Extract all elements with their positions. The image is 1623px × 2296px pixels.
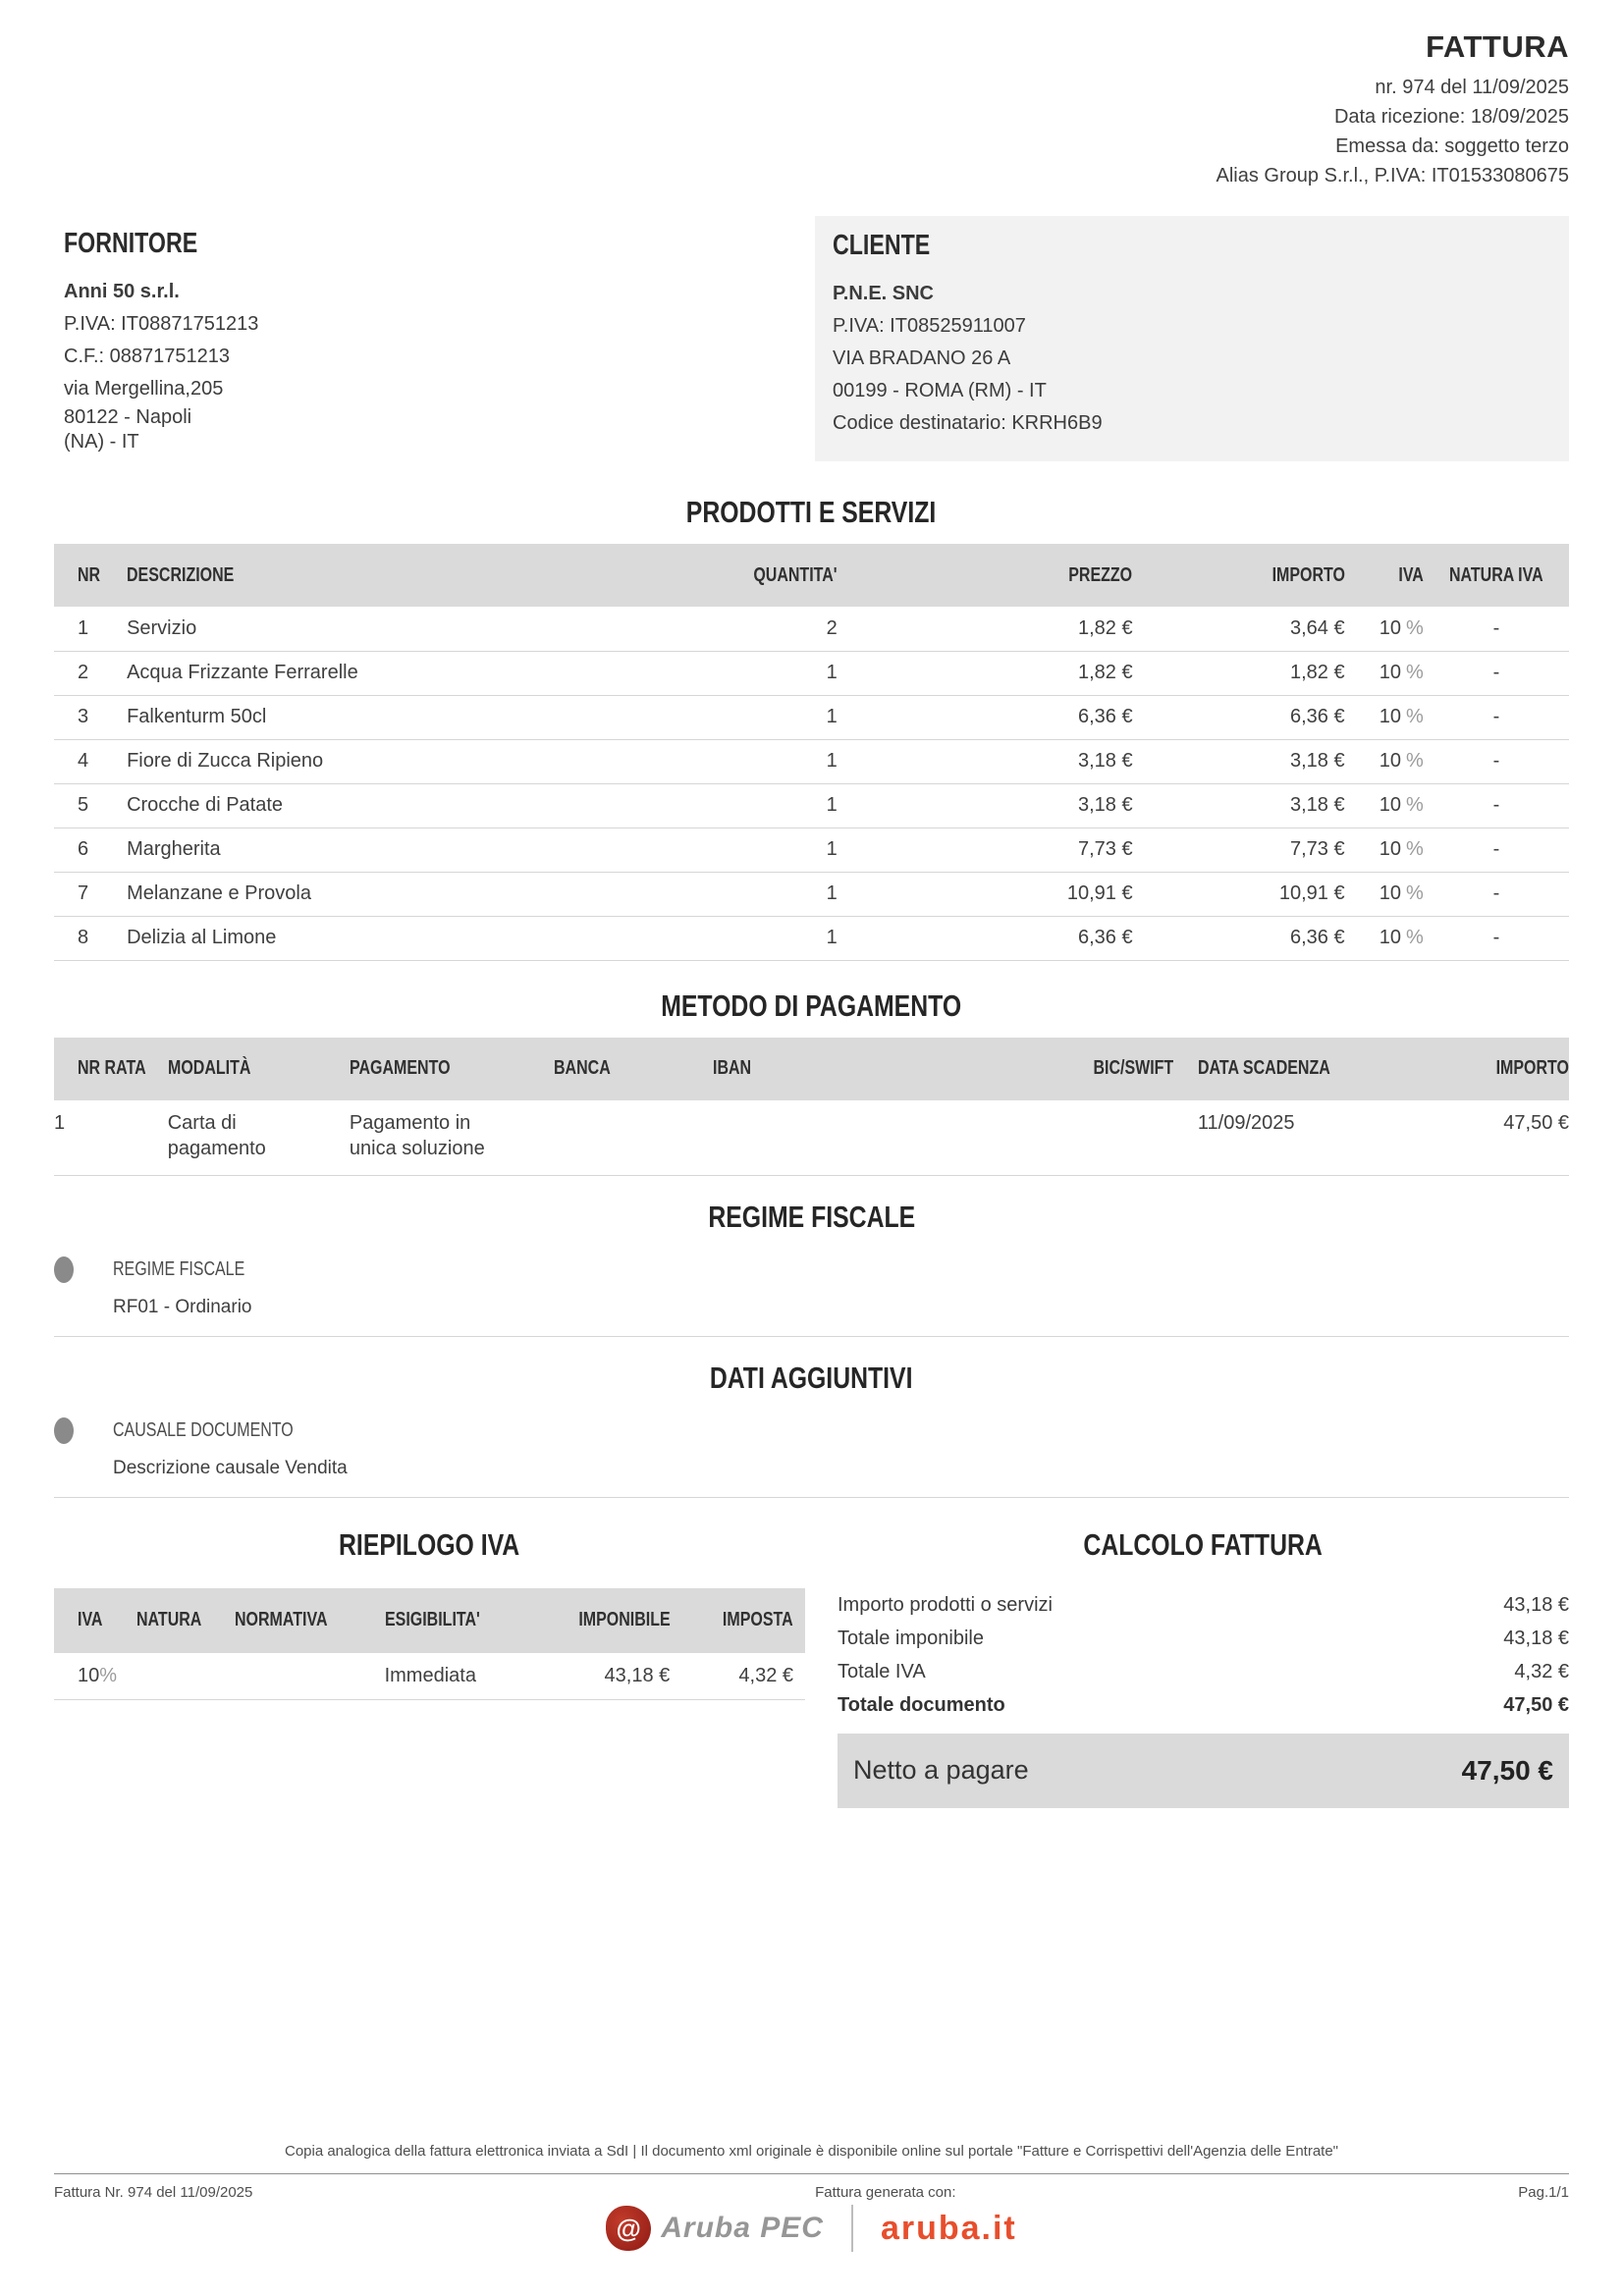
product-descrizione: Crocche di Patate <box>127 794 284 816</box>
riepilogo-iva-title: RIEPILOGO IVA <box>339 1526 520 1562</box>
product-natura: - <box>1492 750 1500 772</box>
regime-fiscale-title: REGIME FISCALE <box>708 1199 915 1234</box>
iva-natura <box>136 1653 234 1700</box>
causale-documento-item <box>54 1417 1569 1444</box>
fornitore-address: via Mergellina,205 <box>64 378 224 400</box>
product-importo: 6,36 € <box>1290 927 1345 948</box>
product-natura: - <box>1492 882 1500 904</box>
cliente-heading: CLIENTE <box>833 230 931 261</box>
product-iva: 10 % <box>1379 927 1424 948</box>
netto-a-pagare-box <box>838 1734 1569 1808</box>
product-quantita: 1 <box>826 794 838 816</box>
regime-fiscale-item <box>54 1256 1569 1283</box>
col-esigibilita: ESIGIBILITA' <box>385 1588 527 1653</box>
product-natura: - <box>1492 662 1500 683</box>
logo-divider <box>851 2205 853 2252</box>
product-descrizione: Falkenturm 50cl <box>127 706 267 727</box>
calc-label: Totale imponibile <box>838 1627 984 1649</box>
document-meta <box>54 73 1569 190</box>
product-descrizione: Acqua Frizzante Ferrarelle <box>127 662 358 683</box>
product-prezzo: 3,18 € <box>1077 794 1133 816</box>
fornitore-country: (NA) - IT <box>64 431 139 453</box>
iva-esigibilita: Immediata <box>384 1664 476 1686</box>
product-nr: 8 <box>78 927 89 948</box>
iva-imponibile: 43,18 € <box>604 1664 671 1686</box>
fornitore-section <box>54 216 815 461</box>
fornitore-piva: P.IVA: IT08871751213 <box>64 313 259 335</box>
cliente-codice-destinatario: Codice destinatario: KRRH6B9 <box>833 412 1103 434</box>
product-row <box>54 651 1569 695</box>
product-quantita: 1 <box>826 706 838 727</box>
aruba-it-logo-text: aruba.it <box>880 2209 1017 2247</box>
product-importo: 3,18 € <box>1290 794 1345 816</box>
calc-row-totale-imponibile <box>838 1622 1569 1655</box>
product-natura: - <box>1492 838 1500 860</box>
product-importo: 3,64 € <box>1290 616 1345 639</box>
percent-sign: % <box>1406 838 1424 860</box>
product-prezzo: 6,36 € <box>1077 927 1133 948</box>
cliente-section <box>815 216 1569 461</box>
col-iva-rate: IVA <box>54 1588 136 1653</box>
col-nr: NR <box>54 544 127 607</box>
regime-fiscale-value: RF01 - Ordinario <box>113 1296 252 1317</box>
page-footer <box>54 2143 1569 2252</box>
iva-rate: 10% <box>78 1664 118 1686</box>
payment-banca <box>554 1100 713 1176</box>
percent-sign: % <box>1406 794 1424 816</box>
col-imponibile: IMPONIBILE <box>527 1588 670 1653</box>
payment-importo: 47,50 € <box>1503 1111 1569 1134</box>
calcolo-fattura-section <box>838 1527 1569 1808</box>
product-row <box>54 828 1569 872</box>
product-row <box>54 872 1569 916</box>
product-iva: 10 % <box>1379 838 1424 860</box>
col-iva: IVA <box>1345 544 1424 607</box>
col-quantita: QUANTITA' <box>709 544 838 607</box>
product-natura: - <box>1492 706 1500 727</box>
section-divider <box>54 1336 1569 1337</box>
col-natura-iva: NATURA IVA <box>1424 544 1569 607</box>
causale-documento-value: Descrizione causale Vendita <box>113 1457 348 1478</box>
col-data-scadenza: DATA SCADENZA <box>1198 1038 1418 1100</box>
product-nr: 6 <box>78 838 89 860</box>
col-banca: BANCA <box>554 1038 713 1100</box>
calc-label: Totale IVA <box>838 1660 926 1682</box>
riepilogo-iva-row <box>54 1653 805 1700</box>
product-iva: 10 % <box>1379 882 1424 904</box>
netto-label: Netto a pagare <box>853 1755 1029 1785</box>
payment-iban <box>713 1100 1046 1176</box>
calc-value: 43,18 € <box>1503 1627 1569 1649</box>
percent-sign: % <box>99 1664 118 1686</box>
product-natura: - <box>1492 616 1500 639</box>
percent-sign: % <box>1406 616 1424 639</box>
col-importo-pagamento: IMPORTO <box>1418 1038 1569 1100</box>
product-iva: 10 % <box>1379 662 1424 683</box>
payment-table-header <box>54 1038 1569 1100</box>
col-nr-rata: NR RATA <box>54 1038 168 1100</box>
riepilogo-iva-header <box>54 1588 805 1653</box>
reception-date-line: Data ricezione: 18/09/2025 <box>1333 106 1569 128</box>
col-descrizione: DESCRIZIONE <box>127 544 709 607</box>
section-divider <box>54 1497 1569 1498</box>
product-iva: 10 % <box>1379 616 1424 639</box>
payment-pagamento: Pagamento in unica soluzione <box>349 1111 485 1159</box>
dati-aggiuntivi-title: DATI AGGIUNTIVI <box>710 1360 913 1395</box>
footer-generated-with: Fattura generata con: <box>815 2184 956 2201</box>
product-row <box>54 695 1569 739</box>
product-nr: 2 <box>78 662 89 683</box>
col-bic-swift: BIC/SWIFT <box>1047 1038 1198 1100</box>
footer-disclaimer: Copia analogica della fattura elettronica inviata a SdI | Il documento xml originale è disponibile online sul portale "Fatture e Corrispettivi dell'Agenzia delle Entrate" <box>284 2143 1338 2160</box>
invoice-number-line: nr. 974 del 11/09/2025 <box>1375 77 1569 98</box>
footer-logos <box>54 2205 1569 2252</box>
products-title: PRODOTTI E SERVIZI <box>686 495 937 529</box>
product-nr: 7 <box>78 882 89 904</box>
product-quantita: 1 <box>826 882 838 904</box>
product-row <box>54 916 1569 960</box>
aruba-pec-logo-text: Aruba PEC <box>661 2212 824 2244</box>
product-descrizione: Melanzane e Provola <box>127 882 311 904</box>
product-prezzo: 10,91 € <box>1066 882 1133 904</box>
riepilogo-iva-table <box>54 1588 805 1701</box>
payment-title: METODO DI PAGAMENTO <box>661 988 962 1023</box>
payment-bic-swift <box>1047 1100 1198 1176</box>
calc-label: Importo prodotti o servizi <box>838 1593 1053 1616</box>
product-descrizione: Servizio <box>127 616 197 639</box>
percent-sign: % <box>1406 706 1424 727</box>
cliente-city: 00199 - ROMA (RM) - IT <box>833 380 1047 401</box>
bullet-icon <box>54 1417 74 1444</box>
products-table <box>54 544 1569 961</box>
calc-value: 43,18 € <box>1503 1593 1569 1616</box>
product-importo: 10,91 € <box>1278 882 1345 904</box>
product-iva: 10 % <box>1379 750 1424 772</box>
calc-value: 4,32 € <box>1514 1660 1569 1682</box>
calc-row-importo-prodotti <box>838 1588 1569 1622</box>
col-normativa: NORMATIVA <box>235 1588 385 1653</box>
aruba-pec-seal-icon: @ <box>606 2206 651 2251</box>
product-iva: 10 % <box>1379 794 1424 816</box>
netto-value: 47,50 € <box>1461 1754 1553 1786</box>
payment-row <box>54 1100 1569 1176</box>
payment-data-scadenza: 11/09/2025 <box>1197 1111 1295 1134</box>
footer-divider <box>54 2173 1569 2174</box>
issued-by-line: Emessa da: soggetto terzo <box>1335 135 1569 157</box>
col-imposta: IMPOSTA <box>670 1588 805 1653</box>
percent-sign: % <box>1406 750 1424 772</box>
col-importo: IMPORTO <box>1133 544 1345 607</box>
col-modalita: MODALITÀ <box>168 1038 350 1100</box>
product-iva: 10 % <box>1379 706 1424 727</box>
col-pagamento: PAGAMENTO <box>350 1038 554 1100</box>
calc-row-totale-iva <box>838 1655 1569 1688</box>
product-nr: 4 <box>78 750 89 772</box>
products-table-header <box>54 544 1569 607</box>
calc-label: Totale documento <box>838 1693 1005 1716</box>
product-row <box>54 607 1569 651</box>
document-header <box>54 29 1569 190</box>
summary-section <box>54 1527 1569 1808</box>
col-natura: NATURA <box>136 1588 234 1653</box>
product-row <box>54 783 1569 828</box>
product-quantita: 1 <box>826 662 838 683</box>
product-importo: 3,18 € <box>1290 750 1345 772</box>
fornitore-cf: C.F.: 08871751213 <box>64 346 231 367</box>
fornitore-heading: FORNITORE <box>64 228 198 259</box>
percent-sign: % <box>1406 927 1424 948</box>
product-importo: 7,73 € <box>1290 838 1345 860</box>
product-quantita: 2 <box>826 616 838 639</box>
calcolo-fattura-title: CALCOLO FATTURA <box>1083 1526 1324 1562</box>
product-nr: 1 <box>78 616 89 639</box>
product-descrizione: Fiore di Zucca Ripieno <box>127 750 324 772</box>
product-prezzo: 1,82 € <box>1077 662 1133 683</box>
col-iban: IBAN <box>713 1038 1046 1100</box>
footer-invoice-ref: Fattura Nr. 974 del 11/09/2025 <box>54 2184 253 2201</box>
causale-documento-label: CAUSALE DOCUMENTO <box>113 1418 294 1441</box>
riepilogo-iva-section <box>54 1527 805 1808</box>
footer-info-row <box>54 2184 1569 2201</box>
calcolo-fattura-rows <box>838 1588 1569 1722</box>
product-row <box>54 739 1569 783</box>
product-prezzo: 7,73 € <box>1077 838 1133 860</box>
product-quantita: 1 <box>826 838 838 860</box>
product-quantita: 1 <box>826 750 838 772</box>
product-nr: 5 <box>78 794 89 816</box>
product-quantita: 1 <box>826 927 838 948</box>
product-nr: 3 <box>78 706 89 727</box>
percent-sign: % <box>1406 662 1424 683</box>
payment-nr-rata: 1 <box>54 1111 66 1134</box>
parties-section <box>54 216 1569 461</box>
calc-row-totale-documento <box>838 1688 1569 1722</box>
product-descrizione: Margherita <box>127 838 221 860</box>
fornitore-city: 80122 - Napoli <box>64 406 192 428</box>
footer-page-number: Pag.1/1 <box>1518 2184 1569 2201</box>
calc-value: 47,50 € <box>1503 1693 1569 1716</box>
aruba-pec-logo <box>606 2206 824 2251</box>
payment-modalita: Carta di pagamento <box>167 1111 266 1159</box>
iva-normativa <box>235 1653 385 1700</box>
payment-table <box>54 1038 1569 1176</box>
col-prezzo: PREZZO <box>838 544 1133 607</box>
product-prezzo: 1,82 € <box>1077 616 1133 639</box>
product-natura: - <box>1492 794 1500 816</box>
bullet-icon <box>54 1256 74 1283</box>
issuer-company-line: Alias Group S.r.l., P.IVA: IT01533080675 <box>1216 165 1569 187</box>
cliente-address: VIA BRADANO 26 A <box>833 347 1011 369</box>
product-descrizione: Delizia al Limone <box>127 927 277 948</box>
product-importo: 1,82 € <box>1290 662 1345 683</box>
product-prezzo: 6,36 € <box>1077 706 1133 727</box>
percent-sign: % <box>1406 882 1424 904</box>
document-title: FATTURA <box>1426 29 1569 64</box>
iva-imposta: 4,32 € <box>738 1664 793 1686</box>
regime-fiscale-label: REGIME FISCALE <box>113 1257 245 1280</box>
cliente-name: P.N.E. SNC <box>833 283 934 304</box>
product-prezzo: 3,18 € <box>1077 750 1133 772</box>
product-importo: 6,36 € <box>1290 706 1345 727</box>
cliente-piva: P.IVA: IT08525911007 <box>833 315 1026 337</box>
fornitore-name: Anni 50 s.r.l. <box>64 281 180 302</box>
product-natura: - <box>1492 927 1500 948</box>
